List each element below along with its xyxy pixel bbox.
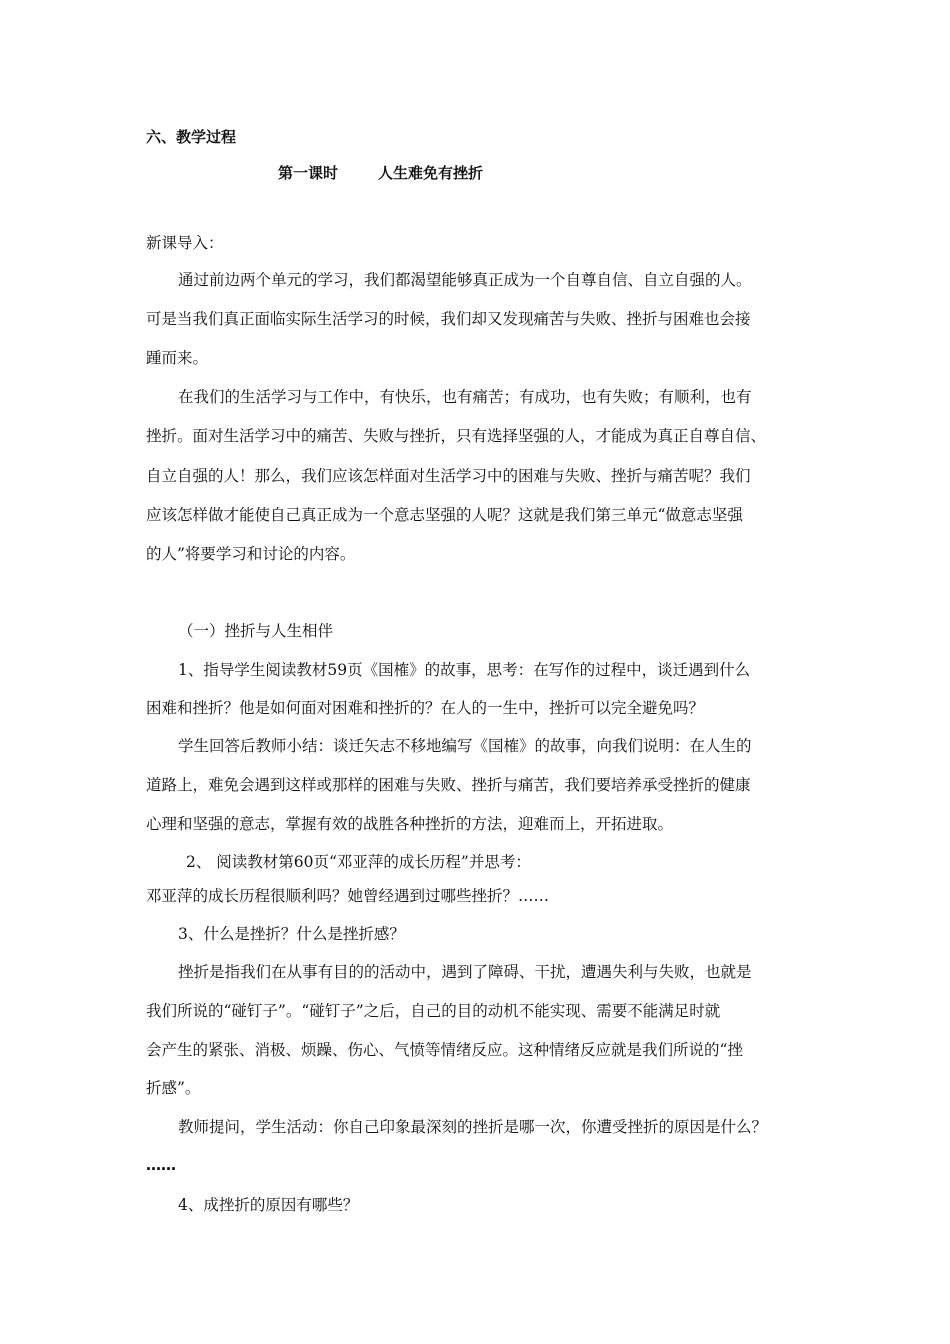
paragraph-line: 学生回答后教师小结：谈迁矢志不移地编写《国榷》的故事，向我们说明：在人生的 [178,737,752,755]
paragraph-line: 教师提问，学生活动：你自己印象最深刻的挫折是哪一次，你遭受挫折的原因是什么？ [178,1118,768,1136]
paragraph-line: 会产生的紧张、消极、烦躁、伤心、气愤等情绪反应。这种情绪反应就是我们所说的“挫 [146,1041,743,1059]
paragraph-line: 应该怎样做才能使自己真正成为一个意志坚强的人呢？这就是我们第三单元“做意志坚强 [146,506,743,524]
paragraph-line: …… [146,1156,176,1174]
intro-label: 新课导入： [146,234,224,252]
paragraph-line: 的人”将要学习和讨论的内容。 [146,545,356,563]
paragraph-line: 可是当我们真正面临实际生活学习的时候，我们却又发现痛苦与失败、挫折与困难也会接 [146,310,751,328]
paragraph-line: 困难和挫折？他是如何面对困难和挫折的？在人的一生中，挫折可以完全避免吗？ [146,699,705,717]
paragraph-line: 心理和坚强的意志，掌握有效的战胜各种挫折的方法，迎难而上，开拓进取。 [146,815,674,833]
paragraph-line: 挫折。面对生活学习中的痛苦、失败与挫折，只有选择坚强的人，才能成为真正自尊自信、 [146,427,767,445]
paragraph-line: 通过前边两个单元的学习，我们都渴望能够真正成为一个自尊自信、自立自强的人。 [178,271,752,289]
paragraph-line: 1、指导学生阅读教材59页《国榷》的故事，思考：在写作的过程中，谈迁遇到什么 [178,661,751,679]
paragraph-line: 折感”。 [146,1079,201,1097]
paragraph-line: 2、 阅读教材第60页“邓亚萍的成长历程”并思考： [186,853,531,871]
paragraph-line: 道路上，难免会遇到这样或那样的困难与失败、挫折与痛苦，我们要培养承受挫折的健康 [146,776,751,794]
paragraph-line: 自立自强的人！那么，我们应该怎样面对生活学习中的困难与失败、挫折与痛苦呢？我们 [146,467,751,485]
paragraph-line: 挫折是指我们在从事有目的的活动中，遇到了障碍、干扰，遭遇失利与失败，也就是 [178,963,752,981]
paragraph-line: 在我们的生活学习与工作中，有快乐，也有痛苦；有成功，也有失败；有顺利，也有 [178,388,752,406]
paragraph-line: 邓亚萍的成长历程很顺利吗？她曾经遇到过哪些挫折？…… [146,887,550,905]
lesson-title-right: 人生难免有挫折 [378,164,484,182]
question-item: 4、成挫折的原因有哪些？ [178,1196,359,1214]
section-heading: 六、教学过程 [146,128,237,146]
paragraph-line: 我们所说的“碰钉子”。“碰钉子”之后，自己的目的动机不能实现、需要不能满足时就 [146,1002,721,1020]
lesson-title-left: 第一课时 [278,164,339,182]
subsection-heading: （一）挫折与人生相伴 [178,622,334,640]
question-item: 3、什么是挫折？什么是挫折感？ [178,925,405,943]
paragraph-line: 踵而来。 [146,349,209,367]
